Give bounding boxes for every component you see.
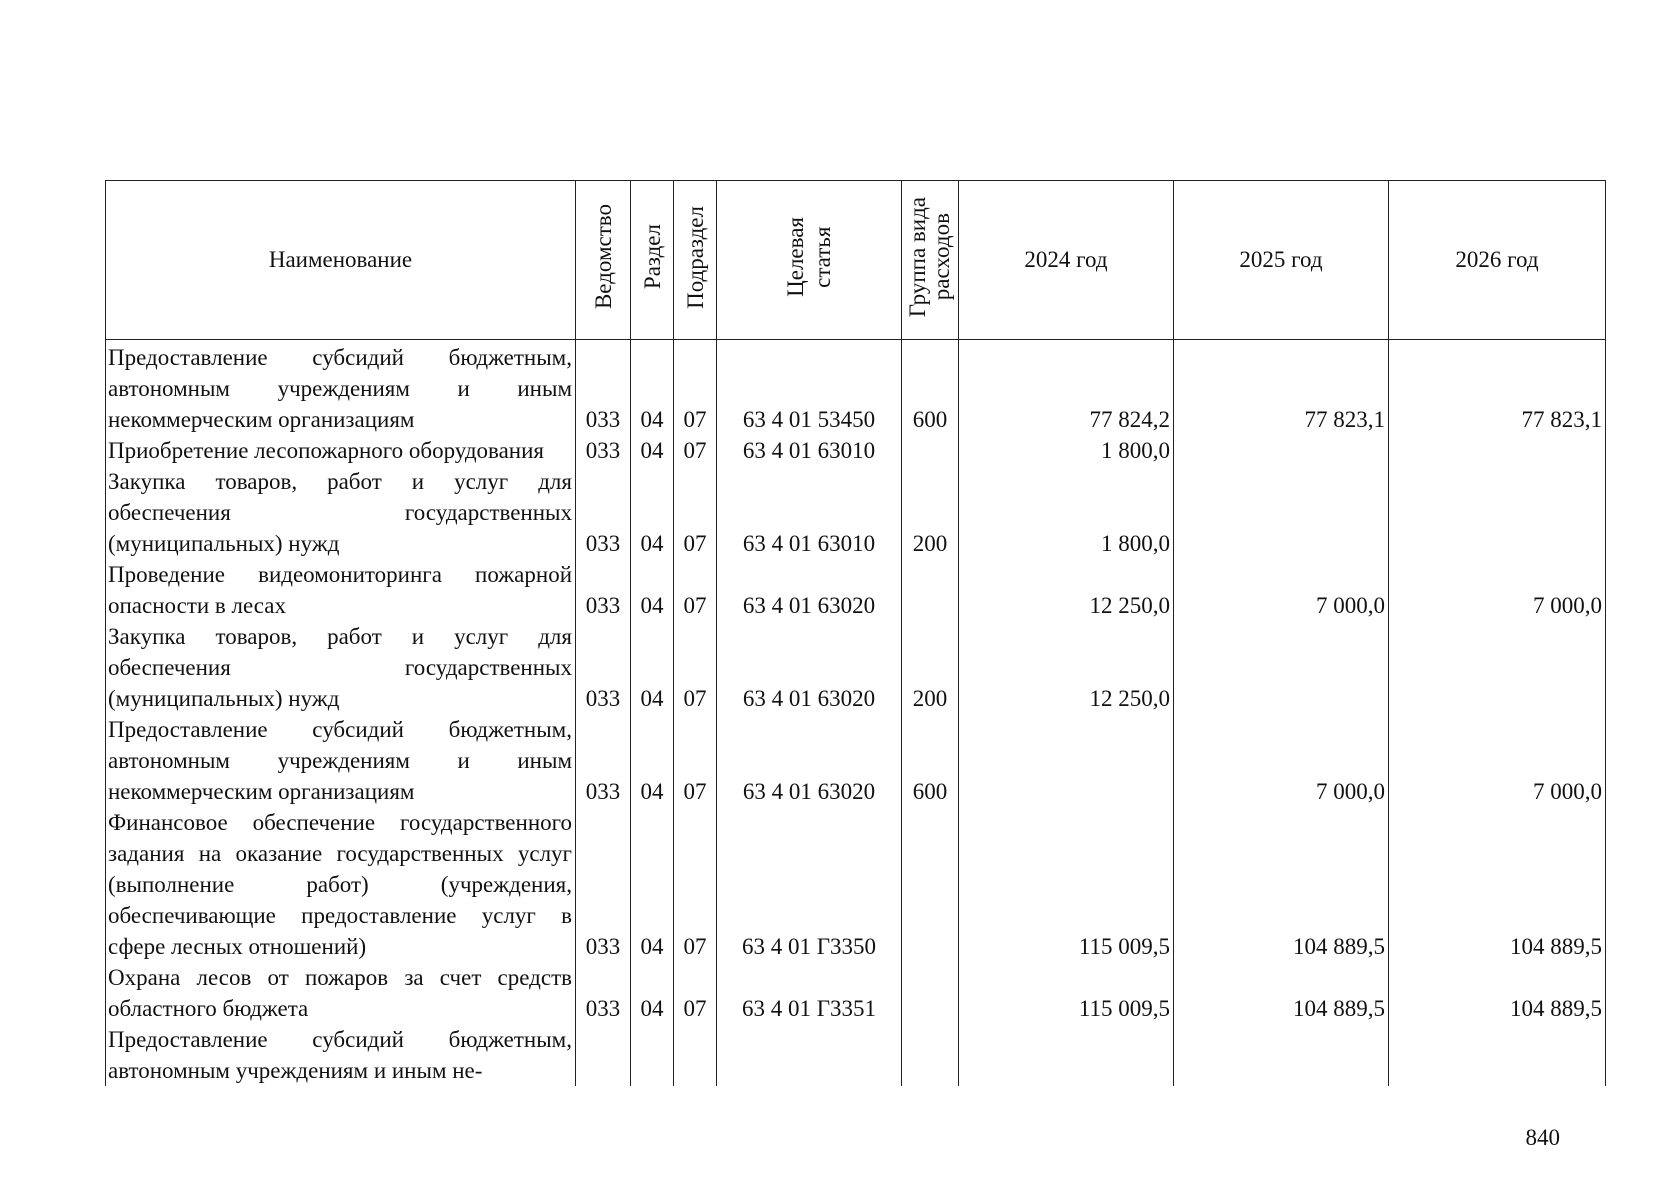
row-celevaya-statya: 63 4 01 63020 [717,559,902,621]
table-row [106,714,1606,807]
row-vid-rashodov: 200 [902,621,959,714]
row-vedomstvo [576,1024,631,1086]
row-2024: 115 009,5 [959,962,1174,1024]
row-2025: 7 000,0 [1174,559,1389,621]
row-podrazdel: 07 [674,962,717,1024]
table-row [106,1024,1606,1086]
row-razdel: 04 [631,962,674,1024]
row-2024: 77 824,2 [959,340,1174,436]
header-2025: 2025 год [1174,181,1389,340]
row-2025: 104 889,5 [1174,962,1389,1024]
row-vid-rashodov [902,1024,959,1086]
table-row [106,340,1606,436]
row-celevaya-statya [717,1024,902,1086]
row-vedomstvo: 033 [576,340,631,436]
row-podrazdel: 07 [674,559,717,621]
row-vid-rashodov [902,807,959,962]
row-2024 [959,1024,1174,1086]
row-name: Проведение видеомониторинга пожарной опасности в лесах [106,559,576,621]
table-header-row [106,181,1606,340]
row-2025: 104 889,5 [1174,807,1389,962]
row-2026 [1389,621,1606,714]
budget-table [105,180,1606,1086]
row-razdel: 04 [631,714,674,807]
row-vedomstvo: 033 [576,621,631,714]
row-podrazdel [674,1024,717,1086]
row-name: Закупка товаров, работ и услуг для обеспечения государственных (муниципальных) нужд [106,466,576,559]
row-2026: 77 823,1 [1389,340,1606,436]
row-podrazdel: 07 [674,807,717,962]
header-celevaya-statya: Целевая статья [717,181,902,340]
row-vedomstvo: 033 [576,559,631,621]
row-2026: 7 000,0 [1389,559,1606,621]
row-podrazdel: 07 [674,435,717,466]
row-name: Финансовое обеспечение государственного задания на оказание государственных услуг (выполнение работ) (учреждения, обеспечивающие предоставление услуг в сфере лесных отношений) [106,807,576,962]
table-row [106,559,1606,621]
header-2024: 2024 год [959,181,1174,340]
table-row [106,807,1606,962]
row-podrazdel: 07 [674,714,717,807]
row-razdel [631,1024,674,1086]
header-2026: 2026 год [1389,181,1606,340]
row-name: Закупка товаров, работ и услуг для обеспечения государственных (муниципальных) нужд [106,621,576,714]
row-celevaya-statya: 63 4 01 63010 [717,466,902,559]
row-2024: 1 800,0 [959,466,1174,559]
row-celevaya-statya: 63 4 01 63020 [717,714,902,807]
row-razdel: 04 [631,621,674,714]
row-razdel: 04 [631,466,674,559]
row-podrazdel: 07 [674,340,717,436]
header-gruppa-vida-rashodov: Группа вида расходов [902,181,959,340]
row-vedomstvo: 033 [576,807,631,962]
row-celevaya-statya: 63 4 01 63010 [717,435,902,466]
row-celevaya-statya: 63 4 01 53450 [717,340,902,436]
row-razdel: 04 [631,435,674,466]
row-razdel: 04 [631,340,674,436]
row-name: Предоставление субсидий бюджетным, автономным учреждениям и иным не- [106,1024,576,1086]
header-name: Наименование [106,181,576,340]
row-2024: 12 250,0 [959,559,1174,621]
row-vid-rashodov: 600 [902,340,959,436]
row-2025 [1174,466,1389,559]
row-podrazdel: 07 [674,621,717,714]
row-2025: 7 000,0 [1174,714,1389,807]
row-name: Приобретение лесопожарного оборудования [106,435,576,466]
page-number: 840 [1525,1125,1560,1150]
row-2026 [1389,1024,1606,1086]
header-podrazdel: Подраздел [674,181,717,340]
row-2026: 104 889,5 [1389,807,1606,962]
row-podrazdel: 07 [674,466,717,559]
row-vedomstvo: 033 [576,466,631,559]
row-2024: 115 009,5 [959,807,1174,962]
row-2024: 12 250,0 [959,621,1174,714]
row-celevaya-statya: 63 4 01 Г3350 [717,807,902,962]
row-vid-rashodov [902,435,959,466]
header-razdel: Раздел [631,181,674,340]
row-2025 [1174,621,1389,714]
row-2026 [1389,435,1606,466]
row-vid-rashodov [902,559,959,621]
row-name: Предоставление субсидий бюджетным, автономным учреждениям и иным некоммерческим организациям [106,714,576,807]
row-2026: 104 889,5 [1389,962,1606,1024]
row-name: Предоставление субсидий бюджетным, автономным учреждениям и иным некоммерческим организациям [106,340,576,436]
row-vedomstvo: 033 [576,714,631,807]
row-2026: 7 000,0 [1389,714,1606,807]
row-2025: 77 823,1 [1174,340,1389,436]
row-2024: 1 800,0 [959,435,1174,466]
table-row [106,435,1606,466]
table-row [106,962,1606,1024]
row-vid-rashodov [902,962,959,1024]
row-celevaya-statya: 63 4 01 63020 [717,621,902,714]
table-row [106,466,1606,559]
row-vid-rashodov: 600 [902,714,959,807]
row-vedomstvo: 033 [576,435,631,466]
row-vedomstvo: 033 [576,962,631,1024]
row-2026 [1389,466,1606,559]
row-name: Охрана лесов от пожаров за счет средств областного бюджета [106,962,576,1024]
row-2025 [1174,1024,1389,1086]
header-vedomstvo: Ведомство [576,181,631,340]
row-2025 [1174,435,1389,466]
row-2024 [959,714,1174,807]
table-row [106,621,1606,714]
row-razdel: 04 [631,807,674,962]
row-celevaya-statya: 63 4 01 Г3351 [717,962,902,1024]
row-vid-rashodov: 200 [902,466,959,559]
row-razdel: 04 [631,559,674,621]
